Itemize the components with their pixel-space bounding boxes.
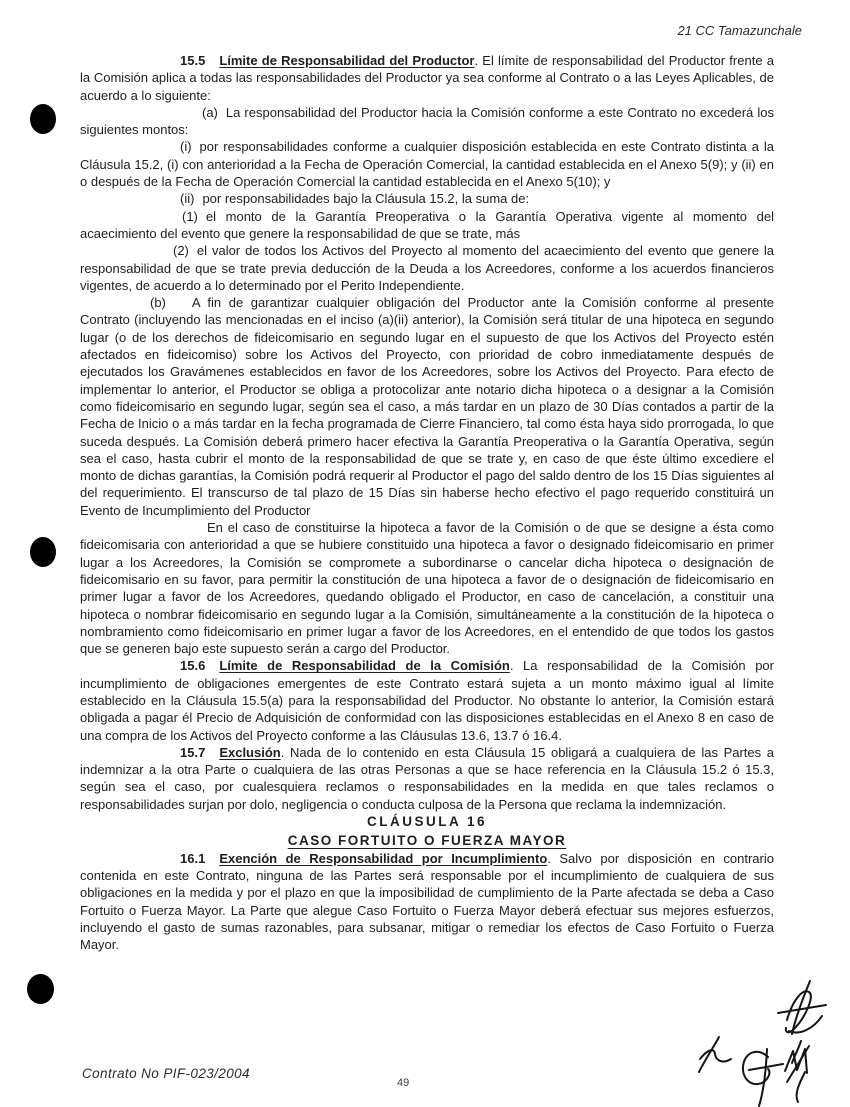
footer-contract-number: Contrato No PIF-023/2004 — [82, 1066, 250, 1081]
hole-punch-mark-3 — [27, 974, 54, 1004]
item-label: (1) — [182, 208, 198, 224]
clause-number: 15.7 — [180, 744, 206, 760]
clause-text: . Salvo por disposición en contrario contenida en este Contrato, ninguna de las Partes será responsable por el incumplimiento de cualquiera de sus obligaciones en la medida y por el plazo en que la imposibilidad de cumplimiento de la Parte afectada se deba a Caso Fortuito o Fuerza Mayor. La Parte que alegue Caso Fortuito o Fuerza Mayor deberá efectuar sus mejores esfuerzos, incluyendo el gasto de sumas razonables, para subsanar, mitigar o remediar los efectos de Caso Fortuito o Fuerza Mayor. — [80, 850, 774, 953]
page-header-label: 21 CC Tamazunchale — [677, 23, 802, 38]
clause-15-6 — [80, 657, 774, 743]
clause-16-heading — [80, 813, 774, 850]
item-label: (i) — [180, 139, 192, 155]
signature-w-icon — [785, 1041, 809, 1102]
item-text: por responsabilidades bajo la Cláusula 15.2, la suma de: — [202, 191, 530, 207]
signature-g-icon — [743, 1049, 783, 1106]
item-label: (2) — [173, 243, 189, 259]
clause-15-5 — [80, 52, 774, 104]
clause-title: Exclusión — [219, 744, 281, 760]
item-text: el valor de todos los Activos del Proyecto al momento del acaecimiento del evento que genere la responsabilidad de que se trate previa deducción de la Deuda a los Acreedores, conforme a los acuerdos financieros vigentes, de acuerdo a lo determinado por el Perito Independiente. — [80, 243, 774, 293]
item-label: (ii) — [180, 191, 195, 207]
signature-scribbles — [688, 978, 840, 1107]
signature-k-icon — [699, 1037, 731, 1072]
clause-15-7 — [80, 744, 774, 813]
signature-flourish-icon — [778, 981, 826, 1034]
clause-title: Límite de Responsabilidad de la Comisión — [219, 658, 510, 674]
item-label: (b) — [150, 295, 166, 311]
item-text: por responsabilidades conforme a cualquier disposición establecida en este Contrato distinta a la Cláusula 15.2, (i) con anterioridad a la Fecha de Operación Comercial, la cantidad establecida en el Anexo 5(9); y (ii) en o después de la Fecha de Operación Comercial la cantidad establecida en el Anexo 5(10); y — [80, 139, 774, 190]
heading-line-2: CASO FORTUITO O FUERZA MAYOR — [287, 833, 567, 849]
clause-title: Límite de Responsabilidad del Productor — [219, 53, 475, 68]
page-number: 49 — [397, 1077, 410, 1089]
clause-number: 15.6 — [180, 658, 206, 674]
list-item-a — [80, 104, 774, 139]
item-label: (a) — [202, 104, 218, 120]
heading-line-1: CLÁUSULA 16 — [366, 814, 487, 830]
clause-number: 15.5 — [180, 53, 206, 68]
list-item-1 — [80, 208, 774, 243]
list-item-2 — [80, 242, 774, 294]
item-text: La responsabilidad del Productor hacia la Comisión conforme a este Contrato no excederá los siguientes montos: — [80, 104, 774, 138]
hole-punch-mark-2 — [30, 537, 56, 567]
clause-text: . Nada de lo contenido en esta Cláusula 15 obligará a cualquiera de las Partes a indemnizar a la otra Parte o cualquiera de las otras Personas a que se hace referencia en la Cláusula 15.2 ó 15.3, según sea el caso, por cualesquiera reclamos o responsabilidades en la medida en que tales reclamos o responsabilidades surjan por dolo, negligencia o conducta culposa de la Persona que reclama la indemnización. — [80, 744, 774, 812]
paragraph-text: En el caso de constituirse la hipoteca a favor de la Comisión o de que se designe a ésta como fideicomisaria con anterioridad a que se hubiere constituido una hipoteca a favor o designado fideicomisario en primer lugar a los Acreedores, la Comisión se compromete a subordinarse o cancelar dicha hipoteca o designación de fideicomisario en su favor, para permitir la constitución de una hipoteca a favor de o designación de fideicomisario en primer lugar a favor de los Acreedores, quedando obligado el Productor, en caso de cancelación, a constituir una hipoteca o nombrar fideicomisario en segundo lugar a la Comisión, simultáneamente a la constitución de la hipoteca o nombramiento como fideicomisario en primer lugar a favor de los Acreedores, en el entendido de que todos los gastos que se generen bajo este supuesto serán a cargo del Productor. — [80, 520, 774, 657]
clause-16-1 — [80, 850, 774, 954]
list-item-i — [80, 138, 774, 190]
list-item-b — [80, 294, 774, 519]
item-text: el monto de la Garantía Preoperativa o la Garantía Operativa vigente al momento del acaecimiento del evento que genere la responsabilidad de que se trate, más — [80, 208, 774, 241]
hole-punch-mark-1 — [30, 104, 56, 134]
item-text: A fin de garantizar cualquier obligación del Productor ante la Comisión conforme al presente Contrato (incluyendo las mencionadas en el inciso (a)(ii) anterior), la Comisión será titular de una hipoteca en segundo lugar (o de los derechos de fideicomisario en segundo lugar en el supuesto de que los Activos del Proyecto estén afectados en fideicomiso) sobre los Activos del Proyecto, con prioridad de cobro inmediatamente después de ejecutados los Gravámenes establecidos en favor de los Acreedores, sobre los Activos del Proyecto. Para efecto de implementar lo anterior, el Productor se obliga a protocolizar ante notario dicha hipoteca o a designar a la Comisión como fideicomisario en segundo lugar, según sea el caso, a más tardar en un plazo de 30 Días contados a partir de la Fecha de Inicio o a más tardar en la fecha programada de Cierre Financiero, tal como ésta haya sido prorrogada, lo que suceda después. La Comisión deberá primero hacer efectiva la Garantía Preoperativa o la Garantía Operativa, según sea el caso, hasta cubrir el monto de la responsabilidad de que se trate y, en caso de que éste último excediere el monto de dichas garantías, la Comisión podrá requerir al Productor el pago del saldo dentro de los 15 Días siguientes al del requerimiento. El transcurso de tal plazo de 15 Días sin haberse hecho efectivo el pago requerido constituirá un Evento de Incumplimiento del Productor — [80, 295, 774, 518]
clause-text: . La responsabilidad de la Comisión por incumplimiento de obligaciones emergentes de este Contrato estará sujeta a un monto máximo igual al límite establecido en la Cláusula 15.5(a) para la responsabilidad del Productor. No obstante lo anterior, la Comisión estará obligada a pagar él Precio de Adquisición de conformidad con las disposiciones establecidas en el Anexo 8 en caso de una compra de los Activos del Proyecto conforme a las Cláusulas 13.6, 13.7 ó 16.4. — [80, 658, 774, 743]
clause-title: Exención de Responsabilidad por Incumplimiento — [219, 850, 548, 866]
contract-body — [80, 52, 774, 953]
clause-number: 16.1 — [180, 850, 206, 866]
clause-text: . El límite de responsabilidad del Productor frente a la Comisión aplica a todas las responsabilidades del Productor ya sea conforme al Contrato o a las Leyes Aplicables, de acuerdo a lo siguiente: — [80, 53, 774, 103]
paragraph-hipoteca — [80, 519, 774, 657]
list-item-ii — [80, 190, 774, 207]
